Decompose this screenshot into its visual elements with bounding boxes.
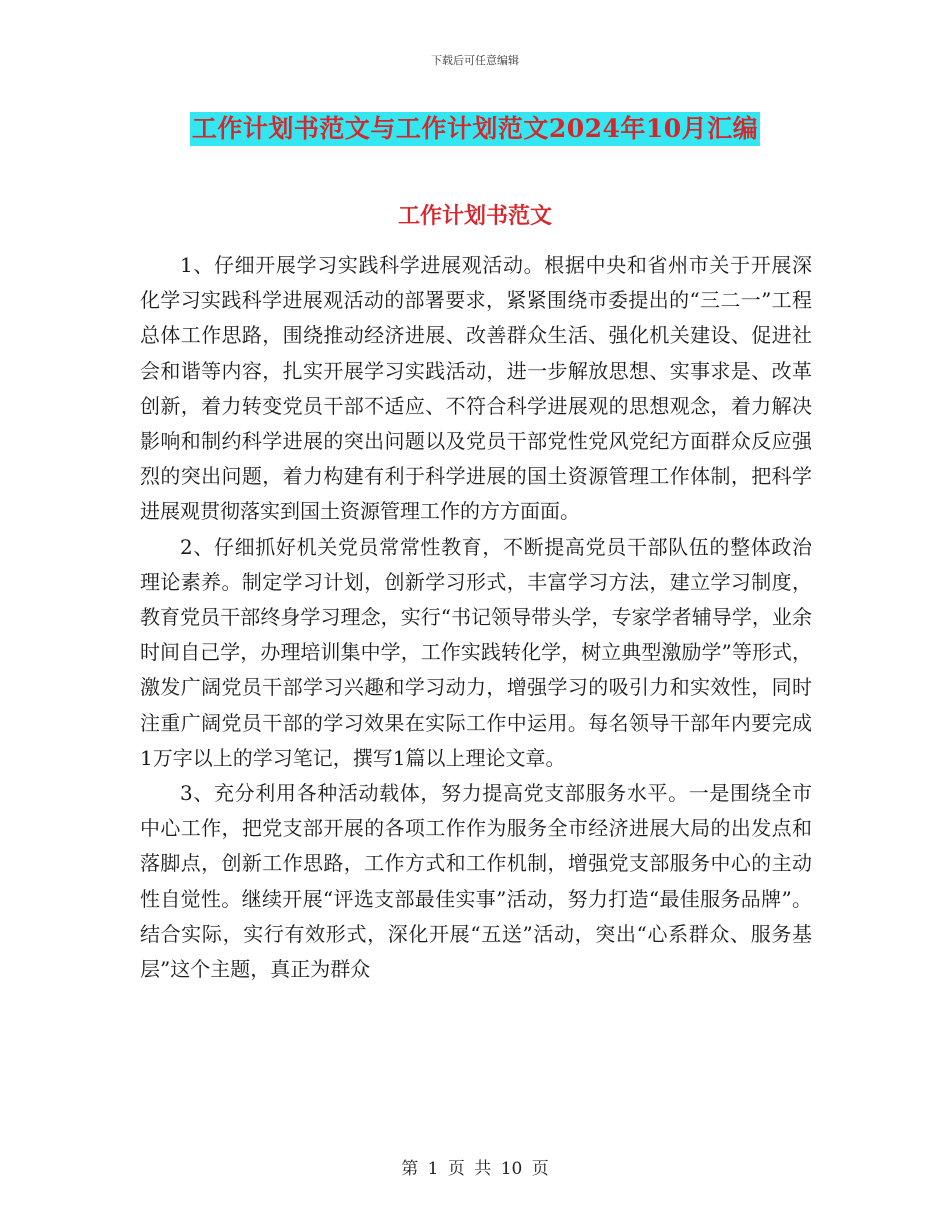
section-title: 工作计划书范文 (397, 203, 552, 229)
document-body (140, 248, 812, 987)
paragraph-3: 3、充分利用各种活动载体，努力提高党支部服务水平。一是围绕全市中心工作，把党支部开展的各项工作作为服务全市经济进展大局的出发点和落脚点，创新工作思路，工作方式和工作机制，增强党支部服务中心的主动性自觉性。继续开展“评选支部最佳实事”活动，努力打造“最佳服务品牌”。结合实际，实行有效形式，深化开展“五送”活动，突出“心系群众、服务基层”这个主题，真正为群众 (140, 781, 812, 982)
header-note: 下载后可任意编辑 (431, 54, 519, 67)
page-indicator: 第 1 页 共 10 页 (401, 1159, 549, 1179)
paragraph-2: 2、仔细抓好机关党员常常性教育，不断提高党员干部队伍的整体政治理论素养。制定学习计划，创新学习形式，丰富学习方法，建立学习制度，教育党员干部终身学习理念，实行“书记领导带头学，专家学者辅导学，业余时间自己学，办理培训集中学，工作实践转化学，树立典型激励学”等形式，激发广阔党员干部学习兴趣和学习动力，增强学习的吸引力和实效性，同时注重广阔党员干部的学习效果在实际工作中运用。每名领导干部年内要完成1万字以上的学习笔记，撰写1篇以上理论文章。 (140, 534, 812, 770)
title-block (0, 112, 950, 146)
paragraph-1: 1、仔细开展学习实践科学进展观活动。根据中央和省州市关于开展深化学习实践科学进展观活动的部署要求，紧紧围绕市委提出的“三二一”工程总体工作思路，围绕推动经济进展、改善群众生活、强化机关建设、促进社会和谐等内容，扎实开展学习实践活动，进一步解放思想、实事求是、改革创新，着力转变党员干部不适应、不符合科学进展观的思想观念，着力解决影响和制约科学进展的突出问题以及党员干部党性党风党纪方面群众反应强烈的突出问题，着力构建有利于科学进展的国土资源管理工作体制，把科学进展观贯彻落实到国土资源管理工作的方方面面。 (140, 253, 812, 524)
document-title: 工作计划书范文与工作计划范文2024年10月汇编 (190, 112, 760, 146)
